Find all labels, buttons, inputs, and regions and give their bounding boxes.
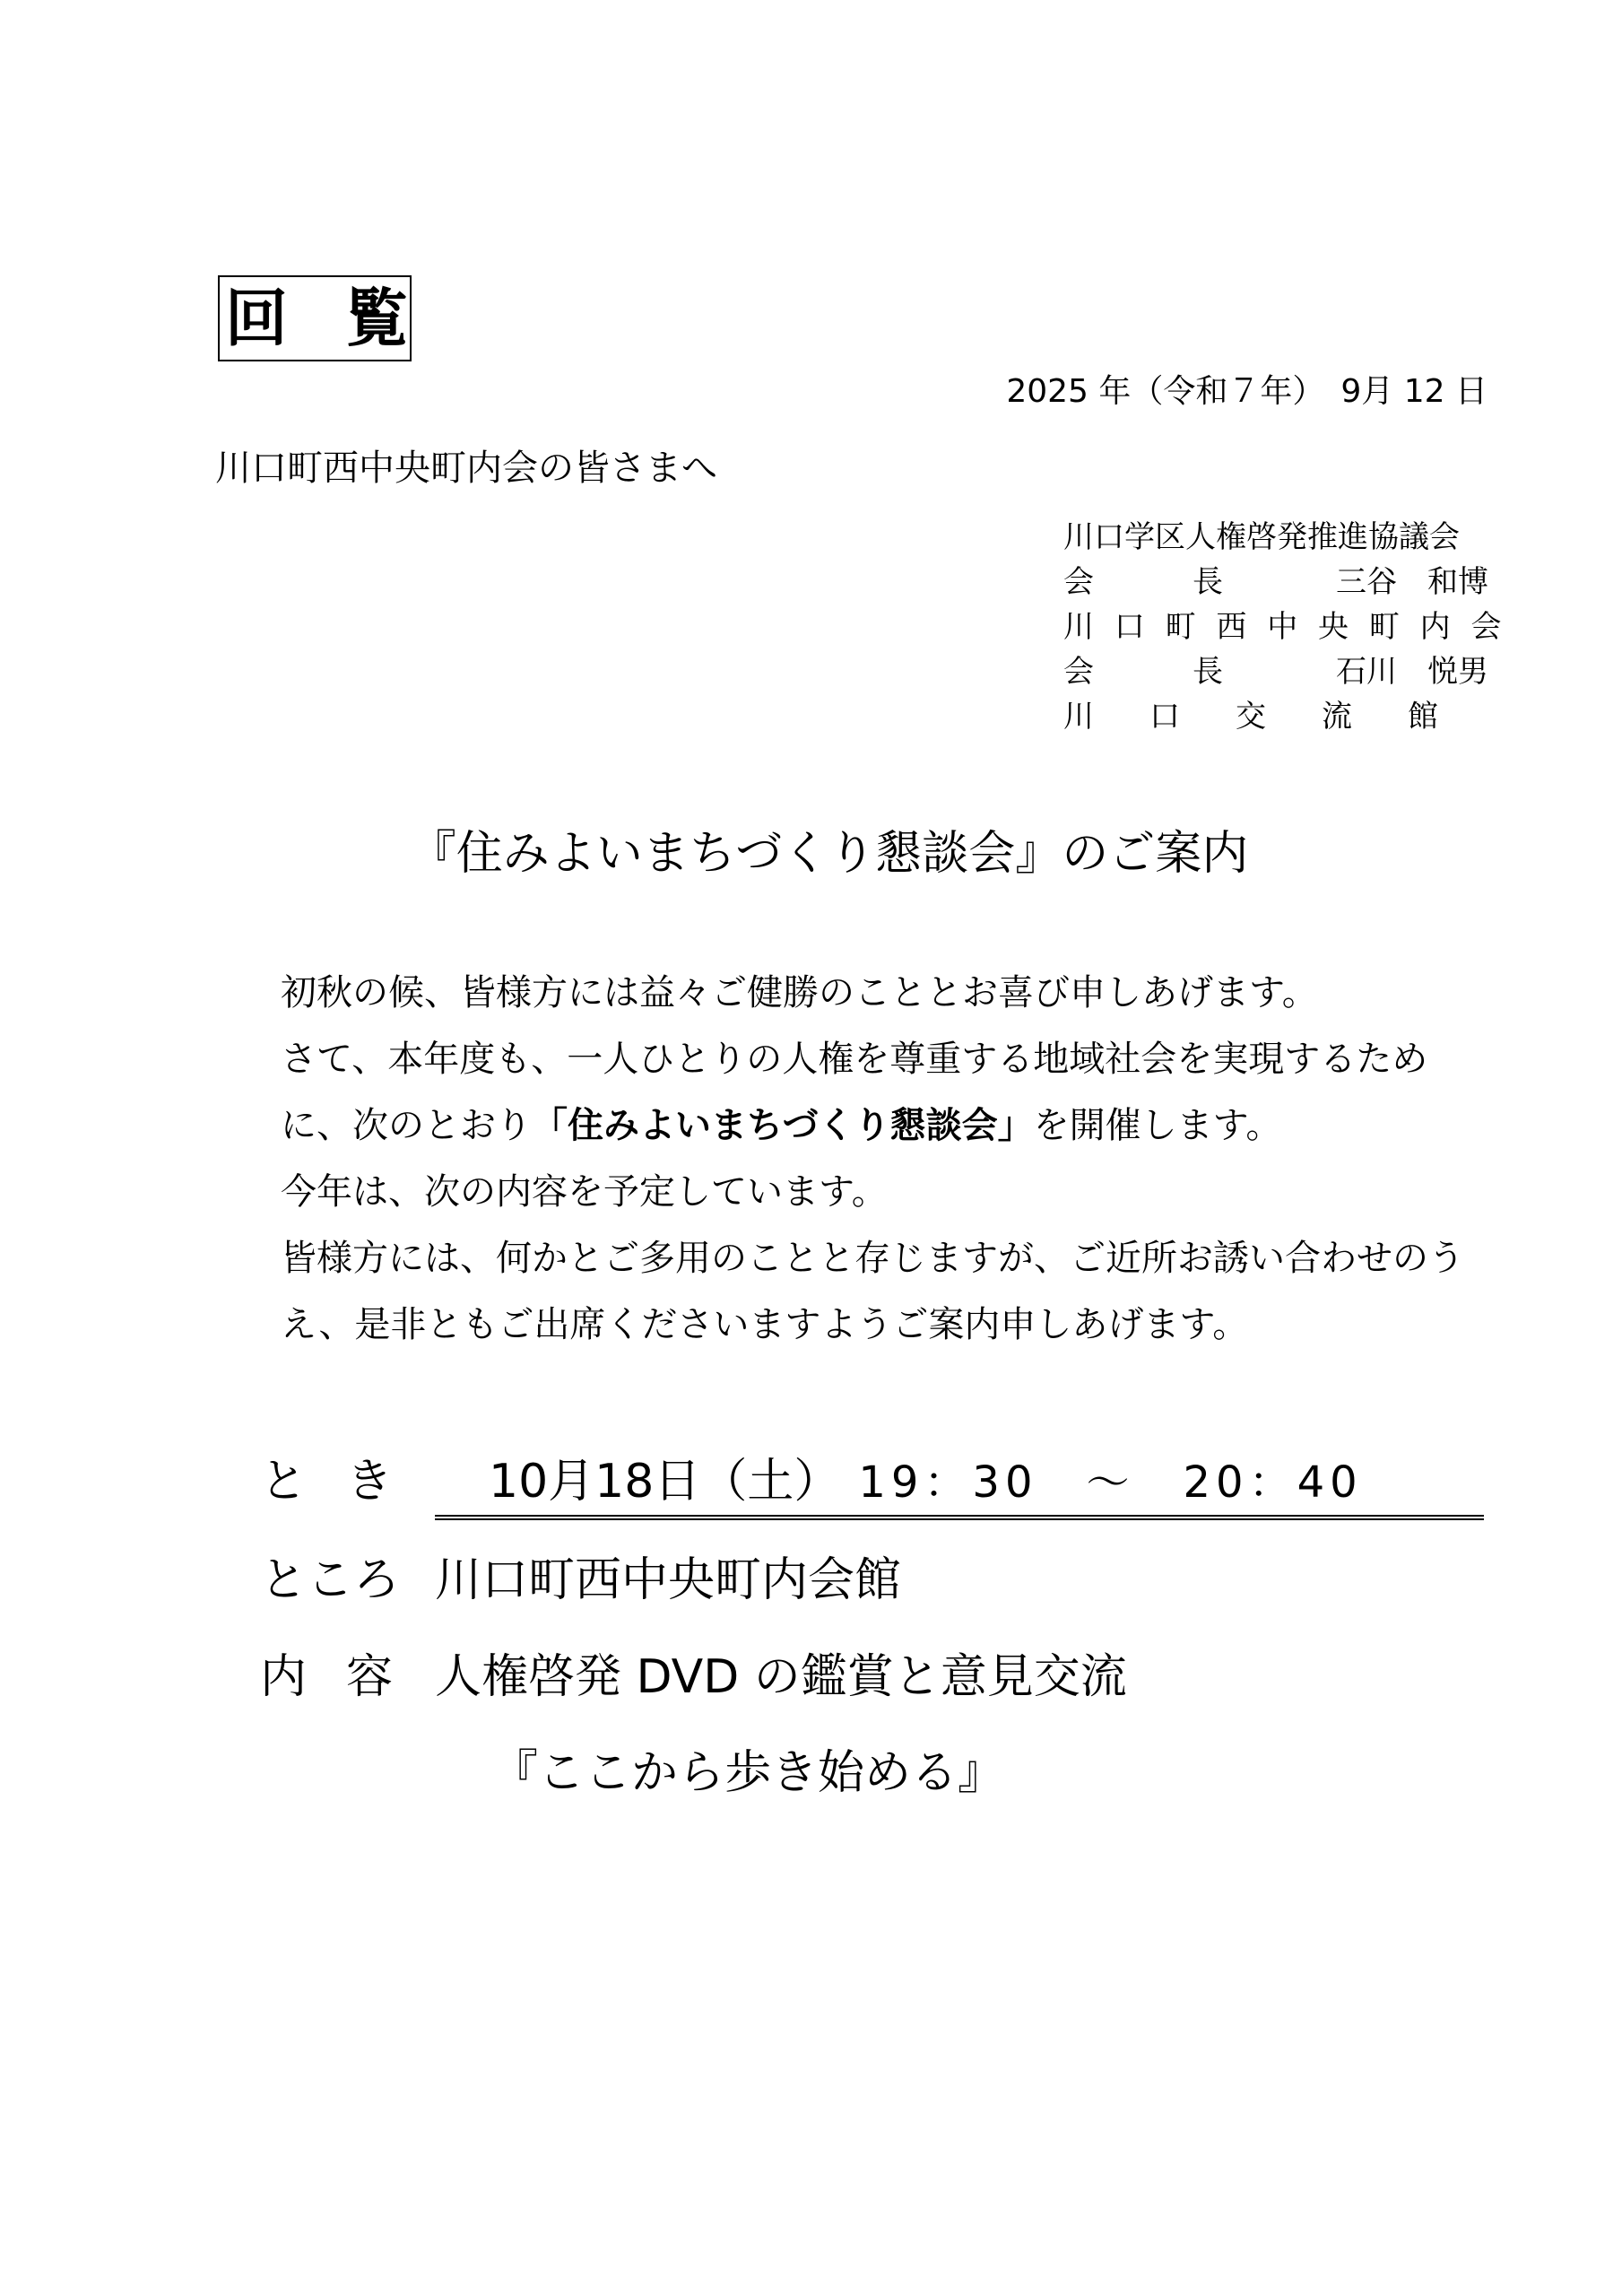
sender-org-2-name: 川 口 町 西 中 央 町 内 会 <box>1063 609 1507 645</box>
circulation-char-2: 覧 <box>345 282 408 355</box>
sender-chair-1-title: 会 長 <box>1063 564 1257 600</box>
sender-chair-2-title: 会 長 <box>1063 654 1257 690</box>
announcement-text: さて、本年度も、一人ひとりの人権を尊重する地域社会を実現するために、次のとおり <box>281 1039 1428 1146</box>
sender-org-3 <box>1063 694 1488 739</box>
when-value <box>435 1450 1484 1520</box>
body-text <box>240 960 1478 1358</box>
sender-org-1 <box>1063 515 1488 560</box>
event-date: 10月18日（土） <box>489 1455 841 1509</box>
content-value: 人権啓発 DVD の鑑賞と意見交流 <box>435 1650 1127 1704</box>
circulation-char-1: 回 <box>225 282 288 355</box>
announcement-text-end: を開催します。 <box>1033 1105 1282 1146</box>
document-title: 『住みよいまちづくり懇談会』のご案内 <box>409 827 1249 881</box>
plan-paragraph: 今年は、次の内容を予定しています。 <box>281 1171 888 1213</box>
sender-chair-1 <box>1063 560 1488 604</box>
sender-chair-2 <box>1063 649 1488 694</box>
when-label: とき <box>260 1455 433 1509</box>
sender-chair-2-name: 石川 悦男 <box>1336 654 1488 690</box>
content-label: 内容 <box>260 1650 433 1704</box>
greeting-paragraph: 初秋の候、皆様方には益々ご健勝のこととお喜び申しあげます。 <box>281 972 1318 1013</box>
invitation-paragraph: 皆様方には、何かとご多用のことと存じますが、ご近所お誘い合わせのうえ、是非ともご出席くださいますようご案内申しあげます。 <box>281 1238 1464 1345</box>
event-time: 19：30 ～ 20：40 <box>858 1457 1363 1508</box>
where-value: 川口町西中央町内会館 <box>435 1553 902 1607</box>
sender-block <box>1063 515 1507 739</box>
dvd-title: 『ここから歩き始める』 <box>491 1746 1005 1800</box>
where-label: ところ <box>260 1553 401 1607</box>
circulation-notice-box <box>218 275 412 361</box>
issue-date: 2025 年（令和７年） 9月 12 日 <box>1006 373 1488 410</box>
sender-chair-1-name: 三谷 和博 <box>1336 564 1488 600</box>
event-name-emphasis: 「住みよいまちづくり懇談会」 <box>532 1105 1034 1146</box>
sender-org-2 <box>1063 604 1507 649</box>
sender-org-1-name: 川口学区人権啓発推進協議会 <box>1063 519 1460 555</box>
addressee: 川口町西中央町内会の皆さまへ <box>215 448 717 489</box>
announcement-paragraph <box>240 1026 1478 1159</box>
sender-org-3-name: 川 口 交 流 館 <box>1063 699 1451 735</box>
